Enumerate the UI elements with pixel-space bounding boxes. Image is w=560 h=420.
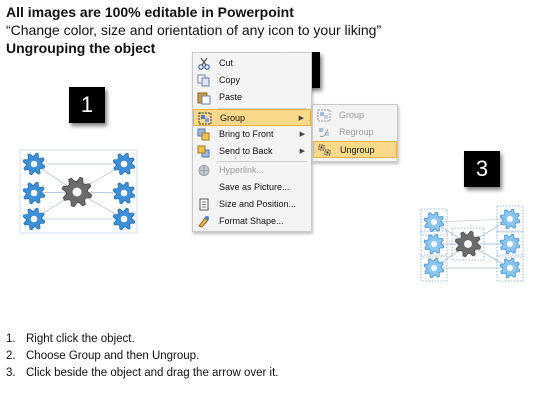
instruction-step-1: 1. Right click the object.	[6, 333, 135, 345]
instructions-list	[6, 331, 279, 382]
header-title: All images are 100% editable in Powerpoint	[6, 4, 294, 20]
blue-gear-icon	[424, 212, 444, 232]
blue-gear-icon	[500, 258, 520, 278]
menu-item-label: Group	[220, 113, 246, 123]
instruction-step-2: 2. Choose Group and then Ungroup.	[6, 350, 200, 362]
menu-item-label: Bring to Front	[219, 129, 274, 139]
instruction-step-3: 3. Click beside the object and drag the arrow over it.	[6, 367, 279, 379]
step-badge-1: 1	[69, 87, 105, 123]
step-badge-3: 3	[464, 151, 500, 187]
gray-gear-icon	[455, 231, 481, 257]
submenu-item-label: Regroup	[339, 127, 374, 137]
connector-line	[434, 219, 510, 222]
submenu-item-label: Group	[339, 110, 365, 120]
submenu-arrow-icon: ▶	[298, 115, 304, 122]
menu-item-label: Format Shape...	[219, 216, 284, 226]
menu-item-label: Hyperlink...	[219, 165, 265, 175]
header-section-title: Ungrouping the object	[6, 40, 156, 56]
blue-gear-icon	[424, 234, 444, 254]
menu-item-label: Send to Back	[219, 146, 273, 156]
blue-gear-icon	[500, 234, 520, 254]
submenu-arrow-icon: ▶	[299, 148, 305, 155]
menu-item-label: Size and Position...	[219, 199, 297, 209]
menu-item-label: Save as Picture...	[219, 182, 290, 192]
menu-item-label: Paste	[219, 92, 243, 102]
header-subtitle: “Change color, size and orientation of any icon to your liking”	[6, 22, 382, 38]
submenu-item-label: Ungroup	[340, 145, 375, 155]
blue-gear-icon	[500, 209, 520, 229]
submenu-arrow-icon: ▶	[299, 131, 305, 138]
menu-item-label: Cut	[219, 58, 234, 68]
menu-item-label: Copy	[219, 75, 241, 85]
blue-gear-icon	[424, 258, 444, 278]
